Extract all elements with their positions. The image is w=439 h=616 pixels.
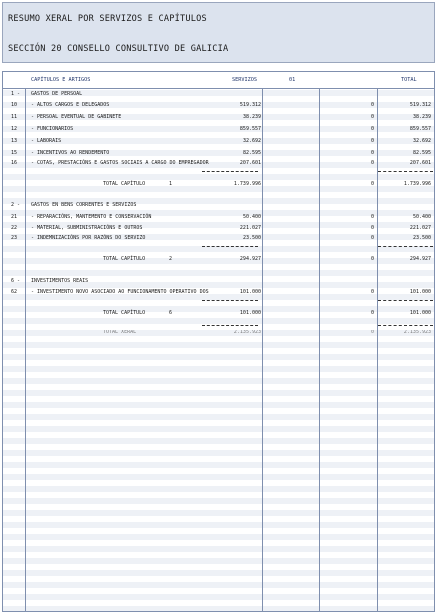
table-row xyxy=(3,101,434,110)
row-description: - LABORAIS xyxy=(31,138,62,144)
row-o1-value: 0 xyxy=(370,160,374,166)
row-code: 21 xyxy=(11,214,18,220)
table-row xyxy=(3,159,434,168)
row-o1-value: 0 xyxy=(370,235,374,241)
row-o1-value: 0 xyxy=(370,181,374,187)
row-o1-value: 0 xyxy=(370,330,374,335)
table-row xyxy=(3,224,434,233)
row-services-value: 519.312 xyxy=(239,102,261,108)
chapter-total-label: TOTAL CAPÍTULO xyxy=(103,181,146,187)
table-row xyxy=(3,234,434,243)
row-services-value: 294.927 xyxy=(239,256,261,262)
row-code: 6 - xyxy=(11,278,21,284)
section-title: SECCIÓN 20 CONSELLO CONSULTIVO DE GALICIA xyxy=(8,44,229,54)
subtotal-rule xyxy=(378,300,433,301)
row-code: 2 - xyxy=(11,202,21,208)
grand-total-label: TOTAL XERAL xyxy=(103,330,137,335)
row-o1-value: 0 xyxy=(370,214,374,220)
chapter-total-row xyxy=(3,255,434,264)
column-header-chapters: CAPÍTULOS E ARTIGOS xyxy=(31,77,91,83)
subtotal-rule xyxy=(202,246,258,247)
row-total-value: 207.601 xyxy=(409,160,431,166)
row-code: 62 xyxy=(11,289,18,295)
row-description: - INCENTIVOS AO RENDEMENTO xyxy=(31,150,110,156)
row-services-value: 32.692 xyxy=(242,138,261,144)
subtotal-rule xyxy=(378,171,433,172)
row-description: - INVESTIMENTO NOVO ASOCIADO AO FUNCIONAMENTO OPERATIVO DOS xyxy=(31,289,209,295)
row-o1-value: 0 xyxy=(370,256,374,262)
row-total-value: 50.400 xyxy=(412,214,431,220)
grand-total-row xyxy=(3,330,434,335)
row-services-value: 859.557 xyxy=(239,126,261,132)
row-services-value: 1.739.996 xyxy=(233,181,261,187)
row-services-value: 221.027 xyxy=(239,225,261,231)
row-total-value: 2.135.923 xyxy=(403,330,431,335)
row-services-value: 23.500 xyxy=(242,235,261,241)
row-code: 1 - xyxy=(11,91,21,97)
report-header xyxy=(2,2,435,63)
row-services-value: 207.601 xyxy=(239,160,261,166)
table-row xyxy=(3,277,434,286)
column-header-total: TOTAL xyxy=(401,77,417,83)
report-title: RESUMO XERAL POR SERVIZOS E CAPÍTULOS xyxy=(8,14,207,24)
row-o1-value: 0 xyxy=(370,310,374,316)
row-total-value: 32.692 xyxy=(412,138,431,144)
subtotal-rule xyxy=(202,300,258,301)
row-description: - PERSOAL EVENTUAL DE GABINETE xyxy=(31,114,122,120)
table-row xyxy=(3,201,434,210)
table-row xyxy=(3,125,434,134)
grand-total-rule xyxy=(202,325,258,326)
row-total-value: 1.739.996 xyxy=(403,181,431,187)
table-row xyxy=(3,213,434,222)
row-description: - ALTOS CARGOS E DELEGADOS xyxy=(31,102,110,108)
row-services-value: 82.595 xyxy=(242,150,261,156)
row-description: - INDEMNIZACIÓNS POR RAZÓNS DO SERVIZO xyxy=(31,235,146,241)
chapter-number: 2 xyxy=(169,256,173,262)
table-row xyxy=(3,90,434,99)
row-code: 23 xyxy=(11,235,18,241)
subtotal-rule xyxy=(378,246,433,247)
row-o1-value: 0 xyxy=(370,114,374,120)
table-row xyxy=(3,113,434,122)
row-code: 13 xyxy=(11,138,18,144)
row-total-value: 101.000 xyxy=(409,289,431,295)
row-description: - FUNCIONARIOS xyxy=(31,126,74,132)
row-services-value: 101.000 xyxy=(239,289,261,295)
row-code: 12 xyxy=(11,126,18,132)
table-row xyxy=(3,137,434,146)
subtotal-rule xyxy=(202,171,258,172)
row-o1-value: 0 xyxy=(370,150,374,156)
column-header-o1: 01 xyxy=(289,77,296,83)
row-services-value: 38.239 xyxy=(242,114,261,120)
row-total-value: 38.239 xyxy=(412,114,431,120)
row-code: 15 xyxy=(11,150,18,156)
row-description: - COTAS, PRESTACIÓNS E GASTOS SOCIAIS A CARGO DO EMPREGADOR xyxy=(31,160,209,166)
row-services-value: 101.000 xyxy=(239,310,261,316)
row-code: 22 xyxy=(11,225,18,231)
row-description: GASTOS DE PERSOAL xyxy=(31,91,83,97)
row-total-value: 221.027 xyxy=(409,225,431,231)
table-row xyxy=(3,149,434,158)
row-total-value: 294.927 xyxy=(409,256,431,262)
chapter-total-row xyxy=(3,180,434,189)
row-o1-value: 0 xyxy=(370,225,374,231)
row-total-value: 519.312 xyxy=(409,102,431,108)
row-services-value: 2.135.923 xyxy=(233,330,261,335)
chapter-total-label: TOTAL CAPÍTULO xyxy=(103,310,146,316)
row-description: GASTOS EN BENS CORRENTES E SERVIZOS xyxy=(31,202,137,208)
row-total-value: 82.595 xyxy=(412,150,431,156)
row-o1-value: 0 xyxy=(370,102,374,108)
row-total-value: 23.500 xyxy=(412,235,431,241)
row-o1-value: 0 xyxy=(370,126,374,132)
row-total-value: 859.557 xyxy=(409,126,431,132)
chapter-number: 1 xyxy=(169,181,173,187)
table-row xyxy=(3,288,434,297)
row-total-value: 101.000 xyxy=(409,310,431,316)
row-description: INVESTIMENTOS REAIS xyxy=(31,278,89,284)
row-code: 16 xyxy=(11,160,18,166)
row-o1-value: 0 xyxy=(370,138,374,144)
row-code: 11 xyxy=(11,114,18,120)
row-description: - REPARACIÓNS, MANTEMENTO E CONSERVACIÓN xyxy=(31,214,152,220)
row-description: - MATERIAL, SUBMINISTRACIÓNS E OUTROS xyxy=(31,225,143,231)
row-o1-value: 0 xyxy=(370,289,374,295)
column-header-services: SERVIZOS xyxy=(232,77,257,83)
summary-table xyxy=(2,71,435,612)
table-header-row xyxy=(3,72,434,89)
grand-total-rule xyxy=(378,325,433,326)
chapter-total-row xyxy=(3,309,434,318)
row-services-value: 50.400 xyxy=(242,214,261,220)
chapter-total-label: TOTAL CAPÍTULO xyxy=(103,256,146,262)
row-code: 10 xyxy=(11,102,18,108)
chapter-number: 6 xyxy=(169,310,173,316)
